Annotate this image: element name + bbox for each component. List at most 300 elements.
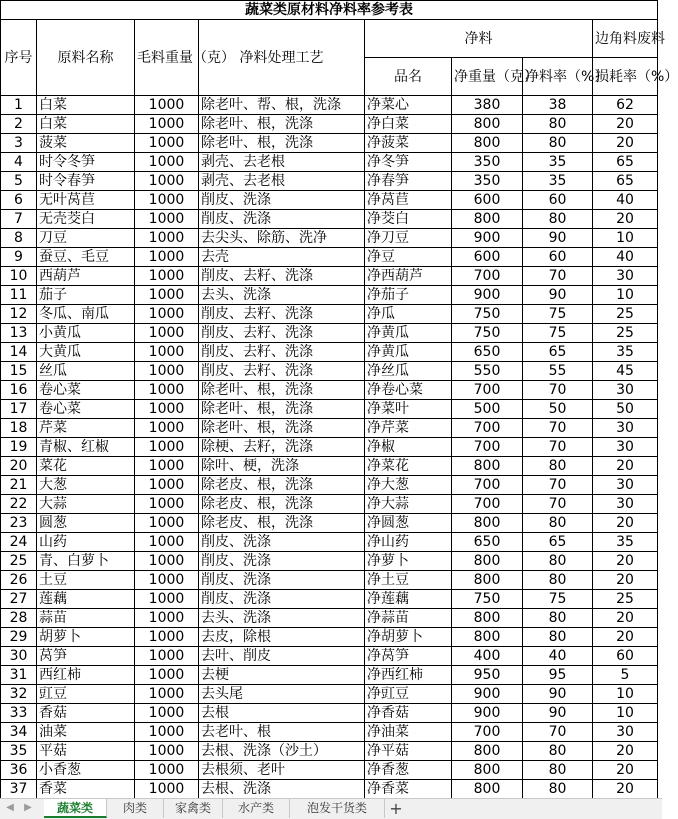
cell-rate[interactable]: 80: [523, 514, 593, 533]
cell-net-weight[interactable]: 650: [452, 533, 523, 552]
cell-net-weight[interactable]: 900: [452, 685, 523, 704]
cell-seq[interactable]: 25: [1, 552, 37, 571]
cell-net-weight[interactable]: 800: [452, 742, 523, 761]
cell-loss[interactable]: 30: [593, 476, 658, 495]
cell-seq[interactable]: 9: [1, 248, 37, 267]
cell-seq[interactable]: 18: [1, 419, 37, 438]
header-loss[interactable]: 损耗率（%）: [593, 58, 658, 96]
cell-gross[interactable]: 1000: [135, 723, 199, 742]
cell-name[interactable]: 胡萝卜: [37, 628, 135, 647]
cell-loss[interactable]: 45: [593, 362, 658, 381]
cell-rate[interactable]: 40: [523, 647, 593, 666]
cell-rate[interactable]: 65: [523, 343, 593, 362]
cell-seq[interactable]: 7: [1, 210, 37, 229]
sheet-title[interactable]: 蔬菜类原材料净料率参考表: [1, 1, 658, 20]
cell-process[interactable]: 除叶、梗，洗涤: [199, 457, 365, 476]
cell-loss[interactable]: 25: [593, 324, 658, 343]
cell-loss[interactable]: 10: [593, 286, 658, 305]
cell-name[interactable]: 刀豆: [37, 229, 135, 248]
cell-gross[interactable]: 1000: [135, 172, 199, 191]
cell-loss[interactable]: 40: [593, 191, 658, 210]
cell-name[interactable]: 小香葱: [37, 761, 135, 780]
cell-name[interactable]: 莴笋: [37, 647, 135, 666]
cell-process[interactable]: 削皮、洗涤: [199, 210, 365, 229]
header-name[interactable]: 原料名称: [37, 20, 135, 96]
cell-loss[interactable]: 20: [593, 134, 658, 153]
cell-name[interactable]: 大葱: [37, 476, 135, 495]
cell-gross[interactable]: 1000: [135, 153, 199, 172]
cell-gross[interactable]: 1000: [135, 324, 199, 343]
cell-loss[interactable]: 20: [593, 742, 658, 761]
cell-name[interactable]: 时令冬笋: [37, 153, 135, 172]
cell-process[interactable]: 除老叶、帮、根，洗涤: [199, 96, 365, 115]
cell-item[interactable]: 净菜叶: [365, 400, 452, 419]
cell-net-weight[interactable]: 750: [452, 324, 523, 343]
cell-gross[interactable]: 1000: [135, 419, 199, 438]
cell-name[interactable]: 大蒜: [37, 495, 135, 514]
cell-seq[interactable]: 5: [1, 172, 37, 191]
cell-item[interactable]: 净卷心菜: [365, 381, 452, 400]
cell-rate[interactable]: 75: [523, 305, 593, 324]
cell-item[interactable]: 净茭白: [365, 210, 452, 229]
cell-item[interactable]: 净香菜: [365, 780, 452, 799]
cell-seq[interactable]: 15: [1, 362, 37, 381]
cell-rate[interactable]: 80: [523, 628, 593, 647]
cell-loss[interactable]: 60: [593, 647, 658, 666]
cell-loss[interactable]: 20: [593, 761, 658, 780]
cell-net-weight[interactable]: 700: [452, 495, 523, 514]
cell-seq[interactable]: 24: [1, 533, 37, 552]
cell-seq[interactable]: 16: [1, 381, 37, 400]
cell-loss[interactable]: 20: [593, 628, 658, 647]
cell-name[interactable]: 冬瓜、南瓜: [37, 305, 135, 324]
cell-name[interactable]: 菠菜: [37, 134, 135, 153]
cell-seq[interactable]: 4: [1, 153, 37, 172]
cell-name[interactable]: 圆葱: [37, 514, 135, 533]
cell-net-weight[interactable]: 750: [452, 305, 523, 324]
cell-name[interactable]: 豇豆: [37, 685, 135, 704]
cell-loss[interactable]: 65: [593, 153, 658, 172]
cell-rate[interactable]: 80: [523, 742, 593, 761]
cell-gross[interactable]: 1000: [135, 761, 199, 780]
cell-net-weight[interactable]: 700: [452, 723, 523, 742]
cell-name[interactable]: 山药: [37, 533, 135, 552]
cell-seq[interactable]: 12: [1, 305, 37, 324]
cell-loss[interactable]: 20: [593, 780, 658, 799]
cell-seq[interactable]: 6: [1, 191, 37, 210]
cell-name[interactable]: 卷心菜: [37, 400, 135, 419]
cell-process[interactable]: 除老叶、根，洗涤: [199, 115, 365, 134]
cell-rate[interactable]: 80: [523, 115, 593, 134]
cell-process[interactable]: 去根: [199, 704, 365, 723]
cell-name[interactable]: 油菜: [37, 723, 135, 742]
cell-gross[interactable]: 1000: [135, 514, 199, 533]
cell-name[interactable]: 香菜: [37, 780, 135, 799]
cell-net-weight[interactable]: 650: [452, 343, 523, 362]
cell-seq[interactable]: 8: [1, 229, 37, 248]
cell-seq[interactable]: 21: [1, 476, 37, 495]
cell-rate[interactable]: 35: [523, 153, 593, 172]
tab-meat[interactable]: 肉类: [107, 799, 164, 818]
cell-gross[interactable]: 1000: [135, 400, 199, 419]
cell-gross[interactable]: 1000: [135, 248, 199, 267]
cell-loss[interactable]: 30: [593, 381, 658, 400]
cell-process[interactable]: 除老叶、根，洗涤: [199, 134, 365, 153]
cell-process[interactable]: 除老皮、根，洗涤: [199, 495, 365, 514]
cell-item[interactable]: 净春笋: [365, 172, 452, 191]
cell-seq[interactable]: 11: [1, 286, 37, 305]
cell-item[interactable]: 净圆葱: [365, 514, 452, 533]
cell-net-weight[interactable]: 800: [452, 628, 523, 647]
cell-rate[interactable]: 75: [523, 590, 593, 609]
tab-seafood[interactable]: 水产类: [223, 799, 290, 818]
cell-name[interactable]: 西葫芦: [37, 267, 135, 286]
cell-gross[interactable]: 1000: [135, 457, 199, 476]
cell-item[interactable]: 净菜心: [365, 96, 452, 115]
cell-seq[interactable]: 32: [1, 685, 37, 704]
cell-loss[interactable]: 40: [593, 248, 658, 267]
cell-loss[interactable]: 30: [593, 419, 658, 438]
cell-rate[interactable]: 80: [523, 571, 593, 590]
cell-loss[interactable]: 35: [593, 343, 658, 362]
header-net-group[interactable]: 净料: [365, 20, 593, 58]
cell-seq[interactable]: 33: [1, 704, 37, 723]
cell-name[interactable]: 蒜苗: [37, 609, 135, 628]
cell-name[interactable]: 香菇: [37, 704, 135, 723]
cell-name[interactable]: 白菜: [37, 115, 135, 134]
cell-net-weight[interactable]: 700: [452, 476, 523, 495]
cell-item[interactable]: 净香菇: [365, 704, 452, 723]
cell-loss[interactable]: 20: [593, 210, 658, 229]
cell-seq[interactable]: 36: [1, 761, 37, 780]
cell-rate[interactable]: 70: [523, 267, 593, 286]
cell-item[interactable]: 净莴苣: [365, 191, 452, 210]
header-net-weight[interactable]: 净重量（克）: [452, 58, 523, 96]
cell-seq[interactable]: 19: [1, 438, 37, 457]
cell-net-weight[interactable]: 800: [452, 571, 523, 590]
cell-process[interactable]: 去头、洗涤: [199, 609, 365, 628]
cell-net-weight[interactable]: 380: [452, 96, 523, 115]
cell-item[interactable]: 净椒: [365, 438, 452, 457]
cell-gross[interactable]: 1000: [135, 628, 199, 647]
cell-rate[interactable]: 95: [523, 666, 593, 685]
cell-gross[interactable]: 1000: [135, 286, 199, 305]
cell-loss[interactable]: 50: [593, 400, 658, 419]
cell-process[interactable]: 去梗: [199, 666, 365, 685]
cell-name[interactable]: 大黄瓜: [37, 343, 135, 362]
cell-net-weight[interactable]: 700: [452, 438, 523, 457]
cell-rate[interactable]: 90: [523, 229, 593, 248]
cell-item[interactable]: 净平菇: [365, 742, 452, 761]
cell-name[interactable]: 西红柿: [37, 666, 135, 685]
cell-process[interactable]: 削皮、洗涤: [199, 533, 365, 552]
cell-item[interactable]: 净莴笋: [365, 647, 452, 666]
cell-loss[interactable]: 10: [593, 229, 658, 248]
cell-item[interactable]: 净芹菜: [365, 419, 452, 438]
cell-seq[interactable]: 35: [1, 742, 37, 761]
tab-scroll-right-icon[interactable]: ▶: [24, 802, 32, 813]
add-sheet-icon[interactable]: +: [389, 799, 403, 818]
cell-loss[interactable]: 20: [593, 609, 658, 628]
cell-seq[interactable]: 30: [1, 647, 37, 666]
cell-item[interactable]: 净萝卜: [365, 552, 452, 571]
cell-name[interactable]: 莲藕: [37, 590, 135, 609]
cell-rate[interactable]: 70: [523, 438, 593, 457]
tab-dried-goods[interactable]: 泡发干货类: [290, 799, 385, 818]
cell-rate[interactable]: 70: [523, 476, 593, 495]
cell-item[interactable]: 净蒜苗: [365, 609, 452, 628]
cell-rate[interactable]: 55: [523, 362, 593, 381]
tab-scroll-left-icon[interactable]: ◀: [6, 802, 14, 813]
cell-item[interactable]: 净菜花: [365, 457, 452, 476]
cell-name[interactable]: 青、白萝卜: [37, 552, 135, 571]
cell-process[interactable]: 去头、洗涤: [199, 286, 365, 305]
cell-net-weight[interactable]: 700: [452, 381, 523, 400]
cell-process[interactable]: 削皮、洗涤: [199, 552, 365, 571]
cell-rate[interactable]: 80: [523, 134, 593, 153]
header-gross-weight[interactable]: 毛料重量（克）: [135, 20, 199, 96]
cell-net-weight[interactable]: 350: [452, 153, 523, 172]
cell-net-weight[interactable]: 800: [452, 115, 523, 134]
cell-loss[interactable]: 20: [593, 115, 658, 134]
cell-seq[interactable]: 31: [1, 666, 37, 685]
cell-loss[interactable]: 20: [593, 552, 658, 571]
cell-net-weight[interactable]: 800: [452, 134, 523, 153]
cell-process[interactable]: 除老叶、根，洗涤: [199, 381, 365, 400]
cell-gross[interactable]: 1000: [135, 609, 199, 628]
cell-rate[interactable]: 65: [523, 533, 593, 552]
cell-seq[interactable]: 28: [1, 609, 37, 628]
cell-net-weight[interactable]: 900: [452, 704, 523, 723]
cell-process[interactable]: 剥壳、去老根: [199, 172, 365, 191]
header-seq[interactable]: 序号: [1, 20, 37, 96]
cell-name[interactable]: 芹菜: [37, 419, 135, 438]
cell-net-weight[interactable]: 500: [452, 400, 523, 419]
cell-net-weight[interactable]: 800: [452, 210, 523, 229]
cell-item[interactable]: 净西红柿: [365, 666, 452, 685]
cell-rate[interactable]: 70: [523, 723, 593, 742]
cell-loss[interactable]: 20: [593, 514, 658, 533]
cell-item[interactable]: 净胡萝卜: [365, 628, 452, 647]
cell-gross[interactable]: 1000: [135, 115, 199, 134]
cell-loss[interactable]: 30: [593, 723, 658, 742]
cell-loss[interactable]: 65: [593, 172, 658, 191]
cell-item[interactable]: 净茄子: [365, 286, 452, 305]
cell-gross[interactable]: 1000: [135, 742, 199, 761]
cell-gross[interactable]: 1000: [135, 666, 199, 685]
tab-poultry[interactable]: 家禽类: [164, 799, 223, 818]
cell-item[interactable]: 净大葱: [365, 476, 452, 495]
cell-seq[interactable]: 17: [1, 400, 37, 419]
cell-item[interactable]: 净丝瓜: [365, 362, 452, 381]
header-process[interactable]: 净料处理工艺: [199, 20, 365, 96]
cell-name[interactable]: 菜花: [37, 457, 135, 476]
cell-process[interactable]: 去根须、老叶: [199, 761, 365, 780]
cell-net-weight[interactable]: 700: [452, 267, 523, 286]
cell-net-weight[interactable]: 800: [452, 552, 523, 571]
cell-process[interactable]: 削皮、去籽、洗涤: [199, 305, 365, 324]
cell-rate[interactable]: 80: [523, 552, 593, 571]
cell-item[interactable]: 净刀豆: [365, 229, 452, 248]
cell-rate[interactable]: 70: [523, 495, 593, 514]
cell-item[interactable]: 净冬笋: [365, 153, 452, 172]
cell-rate[interactable]: 90: [523, 685, 593, 704]
cell-seq[interactable]: 2: [1, 115, 37, 134]
cell-gross[interactable]: 1000: [135, 96, 199, 115]
cell-name[interactable]: 时令春笋: [37, 172, 135, 191]
cell-loss[interactable]: 5: [593, 666, 658, 685]
cell-item[interactable]: 净土豆: [365, 571, 452, 590]
header-waste-group[interactable]: 边角料废料: [593, 20, 658, 58]
cell-name[interactable]: 无壳茭白: [37, 210, 135, 229]
cell-name[interactable]: 土豆: [37, 571, 135, 590]
cell-process[interactable]: 除老叶、根，洗涤: [199, 419, 365, 438]
cell-gross[interactable]: 1000: [135, 381, 199, 400]
cell-name[interactable]: 小黄瓜: [37, 324, 135, 343]
cell-net-weight[interactable]: 800: [452, 780, 523, 799]
cell-seq[interactable]: 3: [1, 134, 37, 153]
header-item[interactable]: 品名: [365, 58, 452, 96]
cell-seq[interactable]: 23: [1, 514, 37, 533]
cell-name[interactable]: 青椒、红椒: [37, 438, 135, 457]
cell-rate[interactable]: 70: [523, 419, 593, 438]
cell-item[interactable]: 净莲藕: [365, 590, 452, 609]
cell-net-weight[interactable]: 800: [452, 457, 523, 476]
cell-process[interactable]: 削皮、洗涤: [199, 571, 365, 590]
cell-gross[interactable]: 1000: [135, 685, 199, 704]
cell-process[interactable]: 去老叶、根: [199, 723, 365, 742]
cell-net-weight[interactable]: 750: [452, 590, 523, 609]
cell-net-weight[interactable]: 600: [452, 191, 523, 210]
cell-gross[interactable]: 1000: [135, 780, 199, 799]
cell-process[interactable]: 去尖头、除筋、洗净: [199, 229, 365, 248]
cell-rate[interactable]: 80: [523, 210, 593, 229]
cell-net-weight[interactable]: 600: [452, 248, 523, 267]
cell-item[interactable]: 净瓜: [365, 305, 452, 324]
cell-gross[interactable]: 1000: [135, 343, 199, 362]
cell-name[interactable]: 无叶莴苣: [37, 191, 135, 210]
cell-seq[interactable]: 27: [1, 590, 37, 609]
cell-process[interactable]: 去壳: [199, 248, 365, 267]
cell-item[interactable]: 净香葱: [365, 761, 452, 780]
cell-process[interactable]: 去根、洗涤（沙土）: [199, 742, 365, 761]
cell-item[interactable]: 净菠菜: [365, 134, 452, 153]
cell-process[interactable]: 去皮，除根: [199, 628, 365, 647]
cell-loss[interactable]: 35: [593, 533, 658, 552]
cell-seq[interactable]: 37: [1, 780, 37, 799]
cell-gross[interactable]: 1000: [135, 533, 199, 552]
cell-name[interactable]: 茄子: [37, 286, 135, 305]
cell-loss[interactable]: 10: [593, 685, 658, 704]
cell-net-weight[interactable]: 400: [452, 647, 523, 666]
cell-loss[interactable]: 20: [593, 571, 658, 590]
cell-net-weight[interactable]: 350: [452, 172, 523, 191]
cell-seq[interactable]: 1: [1, 96, 37, 115]
cell-gross[interactable]: 1000: [135, 362, 199, 381]
cell-loss[interactable]: 25: [593, 305, 658, 324]
cell-seq[interactable]: 22: [1, 495, 37, 514]
cell-process[interactable]: 除老叶、根，洗涤: [199, 400, 365, 419]
cell-seq[interactable]: 26: [1, 571, 37, 590]
cell-net-weight[interactable]: 800: [452, 514, 523, 533]
cell-item[interactable]: 净豇豆: [365, 685, 452, 704]
cell-net-weight[interactable]: 900: [452, 286, 523, 305]
cell-seq[interactable]: 13: [1, 324, 37, 343]
cell-rate[interactable]: 90: [523, 286, 593, 305]
cell-seq[interactable]: 10: [1, 267, 37, 286]
cell-rate[interactable]: 60: [523, 191, 593, 210]
cell-net-weight[interactable]: 700: [452, 419, 523, 438]
cell-loss[interactable]: 30: [593, 495, 658, 514]
cell-rate[interactable]: 80: [523, 780, 593, 799]
cell-gross[interactable]: 1000: [135, 229, 199, 248]
cell-rate[interactable]: 80: [523, 457, 593, 476]
cell-item[interactable]: 净白菜: [365, 115, 452, 134]
cell-gross[interactable]: 1000: [135, 571, 199, 590]
header-rate[interactable]: 净料率（%）: [523, 58, 593, 96]
cell-gross[interactable]: 1000: [135, 476, 199, 495]
cell-gross[interactable]: 1000: [135, 647, 199, 666]
cell-process[interactable]: 除老皮、根，洗涤: [199, 514, 365, 533]
cell-rate[interactable]: 90: [523, 704, 593, 723]
cell-net-weight[interactable]: 550: [452, 362, 523, 381]
cell-net-weight[interactable]: 800: [452, 609, 523, 628]
cell-gross[interactable]: 1000: [135, 305, 199, 324]
cell-process[interactable]: 除梗、去籽，洗涤: [199, 438, 365, 457]
cell-process[interactable]: 削皮、去籽、洗涤: [199, 362, 365, 381]
cell-loss[interactable]: 30: [593, 438, 658, 457]
cell-loss[interactable]: 20: [593, 457, 658, 476]
cell-seq[interactable]: 34: [1, 723, 37, 742]
cell-item[interactable]: 净山药: [365, 533, 452, 552]
cell-rate[interactable]: 60: [523, 248, 593, 267]
cell-seq[interactable]: 14: [1, 343, 37, 362]
cell-gross[interactable]: 1000: [135, 267, 199, 286]
cell-rate[interactable]: 38: [523, 96, 593, 115]
cell-rate[interactable]: 35: [523, 172, 593, 191]
cell-gross[interactable]: 1000: [135, 210, 199, 229]
cell-rate[interactable]: 75: [523, 324, 593, 343]
cell-process[interactable]: 削皮、洗涤: [199, 590, 365, 609]
cell-loss[interactable]: 62: [593, 96, 658, 115]
cell-gross[interactable]: 1000: [135, 438, 199, 457]
cell-gross[interactable]: 1000: [135, 134, 199, 153]
cell-name[interactable]: 平菇: [37, 742, 135, 761]
cell-item[interactable]: 净西葫芦: [365, 267, 452, 286]
cell-name[interactable]: 卷心菜: [37, 381, 135, 400]
cell-rate[interactable]: 80: [523, 609, 593, 628]
cell-net-weight[interactable]: 950: [452, 666, 523, 685]
cell-loss[interactable]: 10: [593, 704, 658, 723]
cell-item[interactable]: 净大蒜: [365, 495, 452, 514]
cell-process[interactable]: 去头尾: [199, 685, 365, 704]
cell-process[interactable]: 剥壳、去老根: [199, 153, 365, 172]
cell-name[interactable]: 白菜: [37, 96, 135, 115]
cell-gross[interactable]: 1000: [135, 552, 199, 571]
cell-gross[interactable]: 1000: [135, 590, 199, 609]
cell-rate[interactable]: 70: [523, 381, 593, 400]
cell-process[interactable]: 去根、洗涤: [199, 780, 365, 799]
cell-process[interactable]: 削皮、去籽、洗涤: [199, 267, 365, 286]
cell-gross[interactable]: 1000: [135, 191, 199, 210]
cell-loss[interactable]: 25: [593, 590, 658, 609]
cell-name[interactable]: 蚕豆、毛豆: [37, 248, 135, 267]
cell-net-weight[interactable]: 800: [452, 761, 523, 780]
cell-process[interactable]: 除老皮、根，洗涤: [199, 476, 365, 495]
cell-item[interactable]: 净黄瓜: [365, 324, 452, 343]
tab-vegetables[interactable]: 蔬菜类: [44, 799, 107, 818]
cell-loss[interactable]: 30: [593, 267, 658, 286]
